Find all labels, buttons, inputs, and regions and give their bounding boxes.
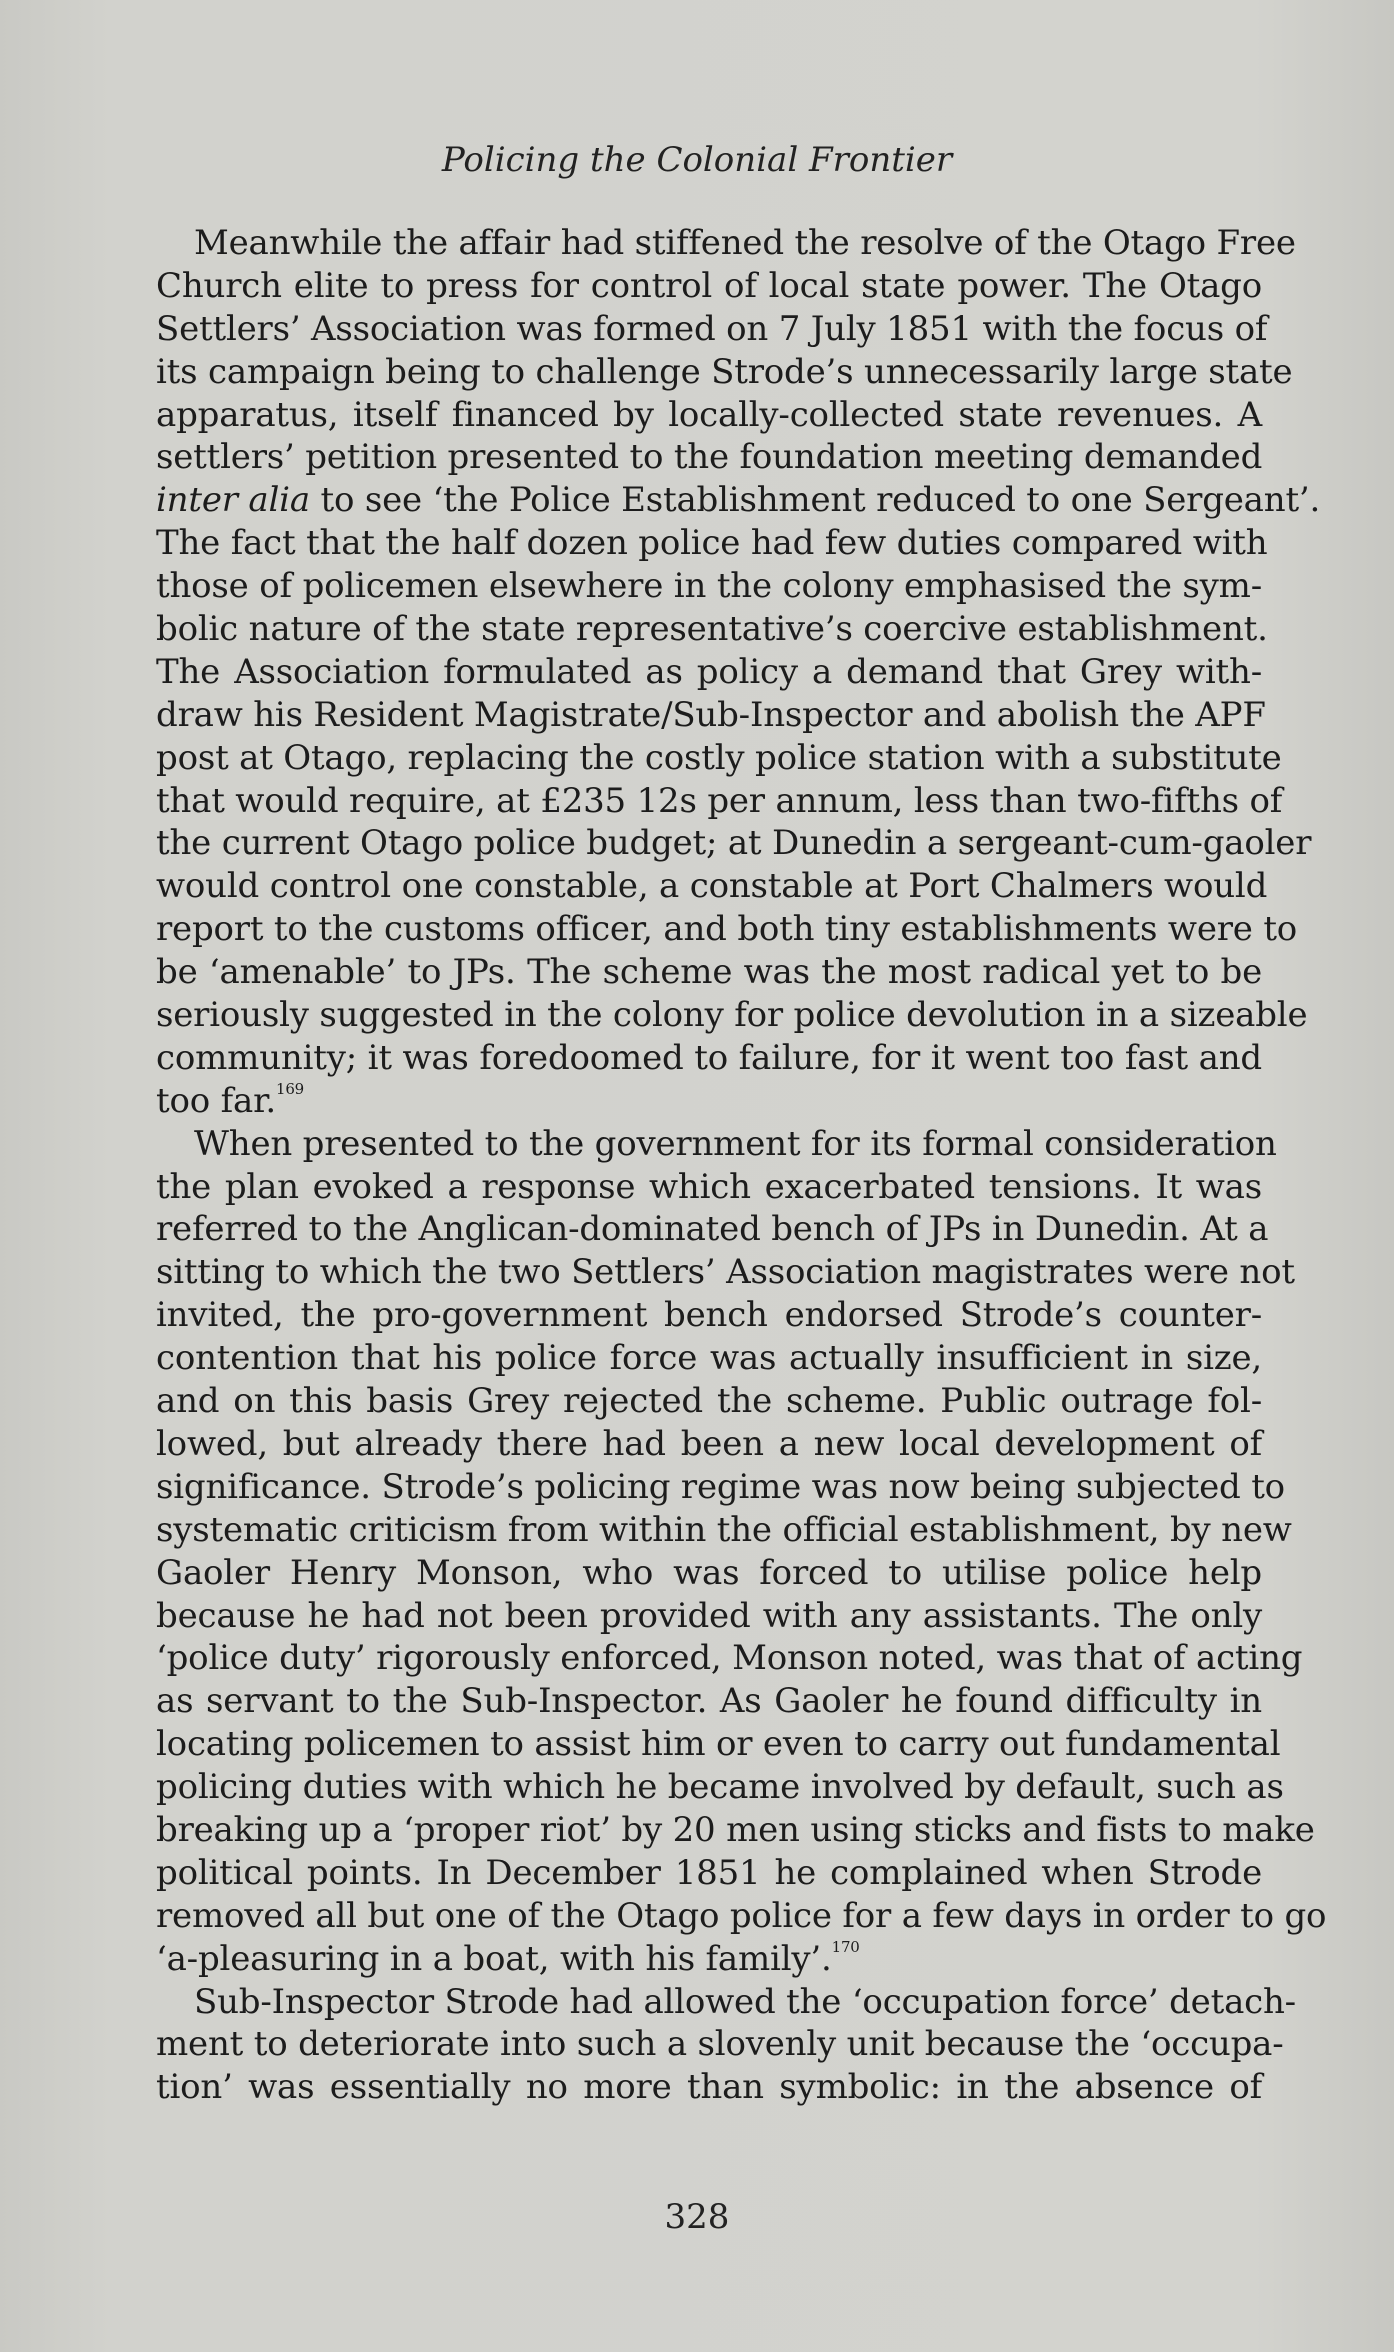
italic-phrase: inter alia bbox=[156, 480, 310, 521]
text-line: because he had not been provided with any assistants. The only bbox=[156, 1595, 1262, 1636]
text-line: tion’ was essentially no more than symbolic: in the absence of bbox=[156, 2067, 1262, 2108]
text-line: Settlers’ Association was formed on 7 July 1851 with the focus of bbox=[156, 308, 1268, 349]
footnote-ref-169[interactable]: 169 bbox=[276, 1079, 305, 1098]
text-line: the plan evoked a response which exacerbated tensions. It was bbox=[156, 1166, 1262, 1207]
text-line: report to the customs officer, and both tiny establishments were to bbox=[156, 909, 1298, 950]
text-line: those of policemen elsewhere in the colony emphasised the sym- bbox=[156, 566, 1262, 607]
text-line-content: ‘a-pleasuring in a boat, with his family’. bbox=[156, 1938, 832, 1979]
paragraph-1 bbox=[156, 222, 1321, 1123]
text-line: settlers’ petition presented to the foundation meeting demanded bbox=[156, 437, 1263, 478]
page-number: 328 bbox=[664, 2197, 730, 2237]
text-line: the current Otago police budget; at Dunedin a sergeant-cum-gaoler bbox=[156, 823, 1312, 864]
text-line: policing duties with which he became involved by default, such as bbox=[156, 1767, 1284, 1808]
text-line: bolic nature of the state representative’s coercive establishment. bbox=[156, 609, 1268, 650]
footnote-ref-170[interactable]: 170 bbox=[831, 1937, 860, 1956]
text-line: post at Otago, replacing the costly police station with a substitute bbox=[156, 737, 1282, 778]
text-line: Meanwhile the affair had stiffened the resolve of the Otago Free bbox=[194, 223, 1296, 263]
text-line bbox=[156, 1938, 1262, 1981]
text-line: that would require, at £235 12s per annum, less than two-fifths of bbox=[156, 780, 1283, 821]
text-line: breaking up a ‘proper riot’ by 20 men using sticks and fists to make bbox=[156, 1809, 1315, 1850]
text-line-remainder: to see ‘the Police Establishment reduced to one Sergeant’. bbox=[320, 480, 1321, 521]
text-line: referred to the Anglican-dominated bench of JPs in Dunedin. At a bbox=[156, 1209, 1269, 1250]
text-line: removed all but one of the Otago police for a few days in order to go bbox=[156, 1895, 1327, 1936]
text-line: community; it was foredoomed to failure, for it went too fast and bbox=[156, 1037, 1262, 1078]
text-line: its campaign being to challenge Strode’s unnecessarily large state bbox=[156, 351, 1293, 392]
text-line: When presented to the government for its formal consideration bbox=[194, 1123, 1277, 1164]
body-text bbox=[156, 222, 1327, 2109]
text-line: Church elite to press for control of local state power. The Otago bbox=[156, 265, 1262, 306]
text-line: draw his Resident Magistrate/Sub-Inspector and abolish the APF bbox=[156, 694, 1266, 735]
text-line: ment to deteriorate into such a slovenly unit because the ‘occupa- bbox=[156, 2024, 1284, 2065]
text-line: contention that his police force was actually insufficient in size, bbox=[156, 1338, 1262, 1379]
running-head: Policing the Colonial Frontier bbox=[441, 140, 953, 180]
text-line: The Association formulated as policy a demand that Grey with- bbox=[156, 651, 1262, 692]
text-line: Gaoler Henry Monson, who was forced to utilise police help bbox=[156, 1552, 1262, 1593]
text-line: be ‘amenable’ to JPs. The scheme was the most radical yet to be bbox=[156, 952, 1262, 993]
text-line-with-italic bbox=[156, 479, 1321, 522]
text-line: sitting to which the two Settlers’ Association magistrates were not bbox=[156, 1252, 1295, 1293]
text-line: political points. In December 1851 he complained when Strode bbox=[156, 1852, 1262, 1893]
paragraph-2 bbox=[156, 1123, 1327, 1981]
text-line-content: too far. bbox=[156, 1080, 276, 1121]
text-line: The fact that the half dozen police had few duties compared with bbox=[156, 523, 1268, 564]
text-line: apparatus, itself financed by locally-collected state revenues. A bbox=[156, 394, 1262, 435]
text-line: ‘police duty’ rigorously enforced, Monson noted, was that of acting bbox=[156, 1638, 1303, 1679]
text-line: and on this basis Grey rejected the scheme. Public outrage fol- bbox=[156, 1381, 1262, 1422]
text-line: Sub-Inspector Strode had allowed the ‘occupation force’ detach- bbox=[194, 1981, 1296, 2022]
paragraph-3 bbox=[156, 1981, 1296, 2110]
text-line: seriously suggested in the colony for police devolution in a sizeable bbox=[156, 995, 1308, 1036]
text-line: invited, the pro-government bench endorsed Strode’s counter- bbox=[156, 1295, 1262, 1336]
text-line bbox=[156, 1080, 1262, 1123]
text-line: significance. Strode’s policing regime was now being subjected to bbox=[156, 1466, 1285, 1507]
text-line: lowed, but already there had been a new local development of bbox=[156, 1423, 1262, 1464]
text-line: systematic criticism from within the official establishment, by new bbox=[156, 1509, 1292, 1550]
text-line: would control one constable, a constable at Port Chalmers would bbox=[156, 866, 1268, 907]
text-line: locating policemen to assist him or even to carry out fundamental bbox=[156, 1724, 1281, 1765]
text-line: as servant to the Sub-Inspector. As Gaoler he found difficulty in bbox=[156, 1681, 1262, 1722]
